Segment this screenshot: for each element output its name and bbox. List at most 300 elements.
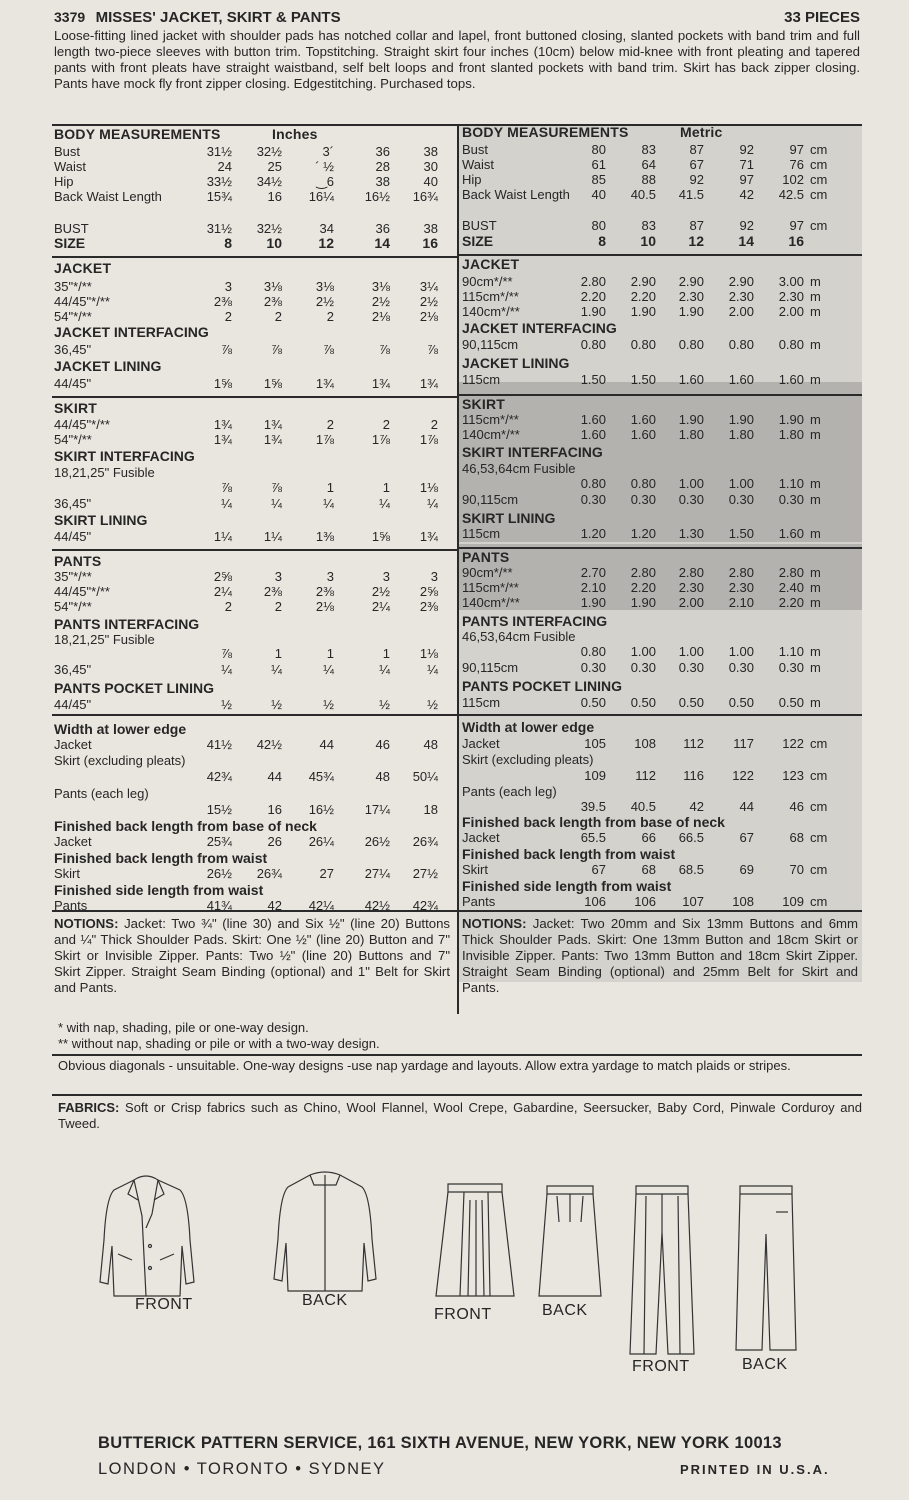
row-value: 0.30 (630, 492, 656, 507)
row-value: 42¾ (206, 769, 232, 784)
rule-pants-right (459, 547, 862, 549)
row-value: 2.10 (580, 580, 606, 595)
row-value: 68.5 (678, 862, 704, 877)
row-value: ¼ (323, 662, 334, 677)
row-unit: m (810, 372, 821, 387)
row-value: 50¼ (412, 769, 438, 784)
row-value: 1.10 (778, 644, 804, 659)
row-value: 1¾ (419, 376, 438, 391)
row-value: 1¼ (213, 529, 232, 544)
row-value: 2.30 (728, 580, 754, 595)
row-value: 38 (375, 174, 390, 189)
row-value: 2.00 (728, 304, 754, 319)
row-value: 33½ (206, 174, 232, 189)
row-value: 2.90 (728, 274, 754, 289)
section-subheading: Finished back length from base of neck (462, 814, 725, 830)
row-label: Back Waist Length (54, 189, 162, 204)
row-value: 2.10 (728, 595, 754, 610)
row-label: 36,45" (54, 342, 92, 357)
row-value: 1.90 (778, 412, 804, 427)
footnote-with-nap: * with nap, shading, pile or one-way design. (58, 1020, 309, 1035)
city-sydney: SYDNEY (308, 1460, 386, 1478)
section-subheading: Width at lower edge (462, 719, 595, 735)
row-label: Bust (54, 144, 81, 159)
row-value: 34 (319, 221, 334, 236)
row-value: 1.80 (728, 427, 754, 442)
row-unit: m (810, 526, 821, 541)
row-value: 2⅛ (315, 599, 334, 614)
row-label: Pants (54, 898, 88, 913)
row-value: 1.60 (678, 372, 704, 387)
piece-count: 33 PIECES (784, 9, 860, 26)
row-value: 36 (375, 221, 390, 236)
row-value: 85 (591, 172, 606, 187)
row-value: 1.50 (630, 372, 656, 387)
row-value: 14 (374, 235, 390, 251)
row-value: 2.20 (580, 289, 606, 304)
row-value: 2.30 (678, 580, 704, 595)
row-value: ⅞ (271, 480, 282, 495)
measurement-row (52, 695, 862, 711)
row-value: 3 (224, 279, 232, 294)
row-value: 32½ (256, 221, 282, 236)
notions-text: Jacket: Two 20mm and Six 13mm Buttons and 6mm Thick Shoulder Pads. Skirt: One 13mm Button and 18cm Skirt or Invisible Zipper. Pants: Two 13mm Button and 18cm Skirt Zipper. Straight Seam Binding (optional) and 25mm Belt for Skirt and Pants. (462, 916, 858, 995)
row-value: 1.90 (678, 304, 704, 319)
section-subheading: JACKET INTERFACING (54, 324, 209, 340)
row-value: 8 (598, 233, 606, 249)
row-value: ⅞ (221, 342, 232, 357)
row-value: 0.80 (580, 476, 606, 491)
row-value: 2¼ (213, 584, 232, 599)
row-unit: m (810, 644, 821, 659)
row-value: 2.90 (630, 274, 656, 289)
row-unit: cm (810, 218, 828, 233)
row-value: 1.60 (580, 412, 606, 427)
row-value: 1.90 (580, 595, 606, 610)
row-value: 71 (739, 157, 754, 172)
row-value: 1.90 (678, 412, 704, 427)
row-value: 3 (382, 569, 390, 584)
row-value: 38 (423, 221, 438, 236)
row-label: 115cm*/** (462, 289, 519, 304)
row-value: 2⅝ (419, 584, 438, 599)
city-list (98, 1460, 386, 1479)
row-label: 140cm*/** (462, 595, 520, 610)
row-value: 2.20 (778, 595, 804, 610)
row-value: 26¾ (256, 866, 282, 881)
pants-front-label: FRONT (632, 1358, 690, 1375)
bullet-icon: • (295, 1460, 303, 1478)
skirt-front-label: FRONT (434, 1306, 492, 1323)
row-value: 122 (782, 736, 804, 751)
row-value: 83 (641, 142, 656, 157)
row-value: 25 (267, 159, 282, 174)
row-value: 3.00 (778, 274, 804, 289)
row-value: 26 (267, 834, 282, 849)
row-unit: m (810, 427, 821, 442)
row-unit: m (810, 492, 821, 507)
inch-heading: SKIRT (54, 400, 97, 416)
row-unit: m (810, 580, 821, 595)
row-value: 97 (789, 142, 804, 157)
row-value: 32½ (256, 144, 282, 159)
row-value: ¼ (379, 662, 390, 677)
row-label: 140cm*/** (462, 304, 520, 319)
row-value: 38 (423, 144, 438, 159)
row-value: 107 (682, 894, 704, 909)
row-label: 115cm*/** (462, 580, 519, 595)
row-value: 2.40 (778, 580, 804, 595)
section-subheading: Finished side length from waist (54, 882, 264, 898)
measurement-row (52, 580, 862, 596)
row-value: 2 (326, 309, 334, 324)
footnote-without-nap: ** without nap, shading or pile or with a two-way design. (58, 1036, 380, 1051)
row-value: 0.30 (630, 660, 656, 675)
row-label: 90cm*/** (462, 565, 513, 580)
row-value: 40.5 (630, 799, 656, 814)
row-value: 2½ (419, 294, 438, 309)
row-value: 2⅜ (315, 584, 334, 599)
row-unit: cm (810, 799, 828, 814)
row-value: 68 (789, 830, 804, 845)
section-subheading: PANTS INTERFACING (54, 616, 200, 632)
skirt-front-drawing (430, 1180, 520, 1300)
metric-body-heading: BODY MEASUREMENTS (462, 124, 629, 140)
row-value: 106 (634, 894, 656, 909)
row-value: 2 (382, 417, 390, 432)
row-value: 16 (267, 802, 282, 817)
row-label: 36,45" (54, 496, 92, 511)
row-label: 90,115cm (462, 492, 519, 507)
section-note: 46,53,64cm Fusible (462, 629, 576, 644)
row-value: 109 (584, 768, 606, 783)
row-unit: m (810, 304, 821, 319)
row-value: 2½ (371, 584, 390, 599)
pants-back-label: BACK (742, 1356, 788, 1373)
row-value: 42¾ (412, 898, 438, 913)
row-value: 1 (326, 646, 334, 661)
row-label: 115cm (462, 372, 501, 387)
row-value: 1.90 (728, 412, 754, 427)
section-note: 18,21,25" Fusible (54, 465, 155, 480)
jacket-front-drawing (96, 1150, 196, 1300)
row-value: 1.60 (778, 372, 804, 387)
row-value: 65.5 (580, 830, 606, 845)
row-value: ½ (379, 697, 390, 712)
row-value: 2.70 (580, 565, 606, 580)
row-value: 1.60 (630, 427, 656, 442)
row-value: 0.50 (778, 695, 804, 710)
row-value: ½ (271, 697, 282, 712)
measurement-row (52, 894, 862, 910)
section-subheading: SKIRT LINING (54, 512, 148, 528)
row-value: 0.50 (580, 695, 606, 710)
row-value: 1.90 (630, 304, 656, 319)
row-value: 14 (738, 233, 754, 249)
row-label: 35"*/** (54, 569, 92, 584)
row-value: 1.50 (728, 526, 754, 541)
row-unit: m (810, 595, 821, 610)
row-value: ¼ (221, 496, 232, 511)
section-subheading: Finished side length from waist (462, 878, 672, 894)
row-value: 27 (319, 866, 334, 881)
row-value: 1.00 (678, 644, 704, 659)
row-value: 15¾ (206, 189, 232, 204)
row-value: 117 (733, 736, 754, 751)
row-value: 42 (689, 799, 704, 814)
row-unit: m (810, 660, 821, 675)
row-value: 34½ (256, 174, 282, 189)
measurement-row (52, 289, 862, 305)
row-unit: m (810, 695, 821, 710)
row-label: 115cm*/** (462, 412, 519, 427)
row-value: 66.5 (678, 830, 704, 845)
row-value: 80 (591, 218, 606, 233)
row-value: 3´ (322, 144, 334, 159)
row-value: 39.5 (580, 799, 606, 814)
row-value: 30 (423, 159, 438, 174)
jacket-back-drawing (270, 1155, 380, 1295)
yardage-table (52, 124, 862, 1014)
row-value: 92 (739, 218, 754, 233)
row-value: 108 (732, 894, 754, 909)
row-value: 16 (422, 235, 438, 251)
row-value: 18 (423, 802, 438, 817)
row-value: 2⅜ (263, 584, 282, 599)
row-label: Hip (462, 172, 482, 187)
pants-front-drawing (622, 1182, 702, 1357)
row-label: 90,115cm (462, 337, 519, 352)
row-value: 76 (789, 157, 804, 172)
row-value: 1 (382, 480, 390, 495)
row-value: 44 (739, 799, 754, 814)
row-value: 2.80 (678, 565, 704, 580)
row-value: 0.30 (728, 660, 754, 675)
row-value: 12 (318, 235, 334, 251)
row-value: ¼ (427, 496, 438, 511)
row-value: 2.20 (630, 580, 656, 595)
row-value: 2.80 (630, 565, 656, 580)
header (54, 9, 860, 29)
measurement-row (52, 644, 862, 660)
row-value: 0.80 (630, 476, 656, 491)
measurement-row (52, 274, 862, 290)
row-value: 1 (274, 646, 282, 661)
row-value: 2.00 (778, 304, 804, 319)
row-label: Hip (54, 174, 74, 189)
row-value: 41.5 (678, 187, 704, 202)
rule-pants-left (52, 549, 457, 551)
row-value: 1.00 (678, 476, 704, 491)
row-value: 10 (640, 233, 656, 249)
section-subheading: Finished back length from waist (54, 850, 268, 866)
bullet-icon: • (183, 1460, 191, 1478)
row-value: 2.30 (728, 289, 754, 304)
row-value: 1.20 (580, 526, 606, 541)
row-value: 2⅜ (213, 294, 232, 309)
row-value: 41½ (206, 737, 232, 752)
row-value: ¼ (323, 496, 334, 511)
section-note: Pants (each leg) (54, 786, 149, 801)
row-value: 0.50 (678, 695, 704, 710)
row-value: 45¾ (308, 769, 334, 784)
row-value: ¼ (221, 662, 232, 677)
pattern-number: 3379 (54, 9, 86, 25)
row-value: ⅞ (221, 646, 232, 661)
inch-unit-heading: Inches (272, 126, 318, 142)
row-value: 61 (591, 157, 606, 172)
row-value: 28 (375, 159, 390, 174)
measurement-row (52, 830, 862, 846)
row-value: 80 (591, 142, 606, 157)
row-value: 1¼ (263, 529, 282, 544)
measurement-row (52, 233, 862, 249)
row-value: 1.00 (728, 476, 754, 491)
row-value: 1.90 (630, 595, 656, 610)
row-value: 44 (319, 737, 334, 752)
row-value: 2⅜ (419, 599, 438, 614)
inch-heading: JACKET (54, 260, 112, 276)
row-value: 0.80 (580, 644, 606, 659)
row-value: 88 (641, 172, 656, 187)
row-unit: m (810, 565, 821, 580)
row-value: 97 (789, 218, 804, 233)
section-subheading: Finished back length from waist (462, 846, 676, 862)
row-value: 2 (430, 417, 438, 432)
row-value: 25¾ (206, 834, 232, 849)
rule-footnotes (52, 1054, 862, 1056)
measurement-row (52, 736, 862, 752)
row-unit: m (810, 289, 821, 304)
row-value: 42¼ (308, 898, 334, 913)
row-value: 1¾ (263, 417, 282, 432)
printed-in: PRINTED IN U.S.A. (680, 1462, 830, 1477)
row-value: ‿6 (316, 174, 334, 189)
row-value: 0.30 (728, 492, 754, 507)
row-label: Pants (462, 894, 496, 909)
row-value: 67 (739, 830, 754, 845)
row-value: 2 (224, 599, 232, 614)
notions-label: NOTIONS: (54, 916, 119, 931)
measurement-row (52, 412, 862, 428)
metric-heading: PANTS (462, 549, 510, 565)
row-value: 67 (689, 157, 704, 172)
row-unit: cm (810, 142, 828, 157)
section-subheading: Finished back length from base of neck (54, 818, 317, 834)
inch-body-heading: BODY MEASUREMENTS (54, 126, 221, 142)
row-value: ¼ (271, 662, 282, 677)
row-value: 1¾ (213, 417, 232, 432)
section-note: Skirt (excluding pleats) (462, 752, 594, 767)
row-label: 115cm (462, 695, 501, 710)
row-value: 3⅛ (263, 279, 282, 294)
row-value: 1.50 (580, 372, 606, 387)
row-value: 48 (375, 769, 390, 784)
row-label: 44/45"*/** (54, 417, 110, 432)
section-subheading: SKIRT INTERFACING (54, 448, 195, 464)
skirt-back-drawing (535, 1182, 605, 1302)
row-value: 48 (423, 737, 438, 752)
row-value: 112 (683, 736, 704, 751)
row-label: SIZE (54, 235, 86, 251)
row-label: 44/45" (54, 697, 92, 712)
row-value: ½ (427, 697, 438, 712)
row-value: 10 (266, 235, 282, 251)
row-label: SIZE (462, 233, 494, 249)
row-value: 26¼ (308, 834, 334, 849)
row-value: 2⅛ (419, 309, 438, 324)
skirt-back-label: BACK (542, 1302, 588, 1319)
row-value: 1¾ (315, 376, 334, 391)
row-value: ½ (221, 697, 232, 712)
row-label: BUST (462, 218, 497, 233)
notions-metric (462, 916, 858, 996)
row-value: 0.30 (580, 492, 606, 507)
row-value: 97 (739, 172, 754, 187)
pattern-title: MISSES' JACKET, SKIRT & PANTS (95, 9, 341, 26)
measurement-row (52, 862, 862, 878)
row-value: 2.80 (580, 274, 606, 289)
row-value: 2.20 (630, 289, 656, 304)
row-value: 0.80 (630, 337, 656, 352)
city-toronto: TORONTO (196, 1460, 290, 1478)
fabrics-note (58, 1100, 862, 1132)
row-value: 87 (689, 142, 704, 157)
notions-text: Jacket: Two ¾" (line 30) and Six ½" (line 20) Buttons and ¼" Thick Shoulder Pads. Skirt: One ½" (line 20) Button and 7" Skirt or Invisible Zipper. Pants: Two ½" (line 20) Buttons and 7" Skirt Zipper. Straight Seam Binding (optional) and 1" Belt for Skirt and Pants. (54, 916, 450, 995)
row-unit: m (810, 412, 821, 427)
section-subheading: JACKET INTERFACING (462, 320, 617, 336)
pattern-description: Loose-fitting lined jacket with shoulder pads has notched collar and lapel, front buttoned closing, slanted pockets with band trim and full length two-piece sleeves with button trim. Topstitching. Straight skirt four inches (10cm) below mid-knee with front pleating and tapered pants with front pleats have straight waistband, self belt loops and front slanted pockets with band trim. Skirt has back zipper closing. Pants have mock fly front zipper closing. Edgestitching. Purchased tops. (54, 28, 860, 91)
row-unit: m (810, 476, 821, 491)
row-value: 36 (375, 144, 390, 159)
row-value: ⅞ (323, 342, 334, 357)
row-value: 2.90 (678, 274, 704, 289)
row-value: 1.10 (778, 476, 804, 491)
measurement-row (52, 304, 862, 320)
row-value: 2⅝ (213, 569, 232, 584)
row-unit: m (810, 274, 821, 289)
row-value: 0.50 (630, 695, 656, 710)
section-subheading: PANTS POCKET LINING (54, 680, 214, 696)
row-value: ¼ (379, 496, 390, 511)
row-value: 122 (732, 768, 754, 783)
row-label: Jacket (462, 736, 500, 751)
row-value: 42½ (256, 737, 282, 752)
row-value: 24 (217, 159, 232, 174)
row-unit: cm (810, 172, 828, 187)
row-value: 1¾ (263, 432, 282, 447)
row-value: 16¼ (308, 189, 334, 204)
row-value: 1.30 (678, 526, 704, 541)
row-label: 44/45"*/** (54, 584, 110, 599)
measurement-row (52, 372, 862, 388)
row-value: 1⅛ (419, 480, 438, 495)
section-subheading: PANTS INTERFACING (462, 613, 608, 629)
fabrics-label: FABRICS: (58, 1100, 120, 1115)
rule-skirt-right (459, 394, 862, 396)
measurement-row (52, 476, 862, 492)
row-value: 1 (382, 646, 390, 661)
row-value: 3⅛ (315, 279, 334, 294)
measurement-row (52, 142, 862, 158)
section-subheading: JACKET LINING (462, 355, 570, 371)
pants-back-drawing (726, 1182, 806, 1352)
row-value: 2½ (371, 294, 390, 309)
row-label: Skirt (54, 866, 80, 881)
row-label: Bust (462, 142, 489, 157)
metric-unit-heading: Metric (680, 124, 723, 140)
rule-fabrics (52, 1094, 862, 1096)
